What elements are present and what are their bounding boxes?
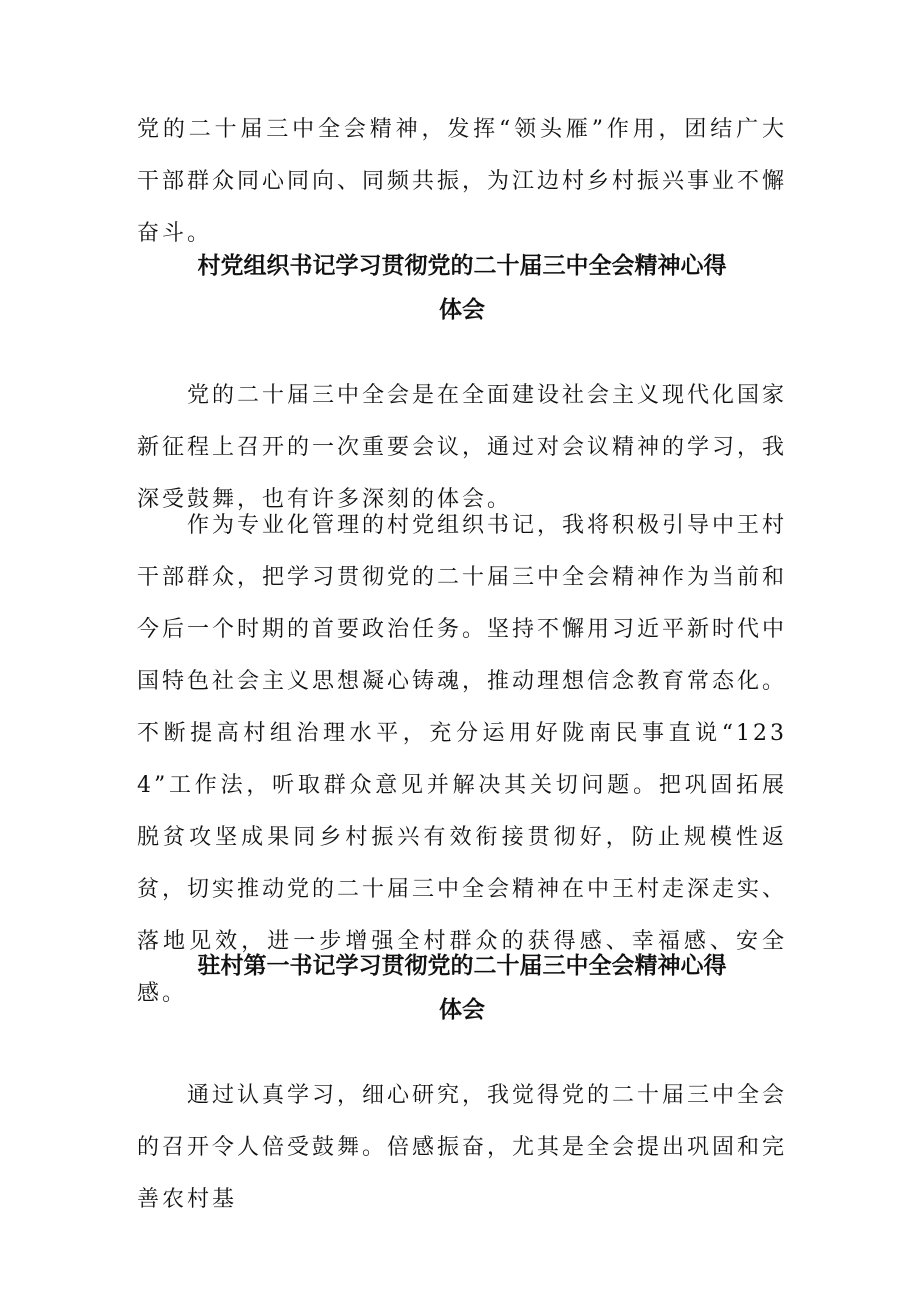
heading-line: 驻村第一书记学习贯彻党的二十届三中全会精神心得	[197, 953, 727, 979]
section-heading-first-secretary	[137, 944, 787, 1032]
body-paragraph: 作为专业化管理的村党组织书记，我将积极引导中王村干部群众，把学习贯彻党的二十届三中全会精神作为当前和今后一个时期的首要政治任务。坚持不懈用习近平新时代中国特色社会主义思想凝心铸魂，推动理想信念教育常态化。不断提高村组治理水平，充分运用好陇南民事直说“1234”工作法，听取群众意见并解决其关切问题。把巩固拓展脱贫攻坚成果同乡村振兴有效衔接贯彻好，防止规模性返贫，切实推动党的二十届三中全会精神在中王村走深走实、落地见效，进一步增强全村群众的获得感、幸福感、安全感。	[137, 513, 788, 1006]
heading-line: 体会	[439, 997, 485, 1023]
section-heading-village-secretary	[137, 244, 787, 332]
heading-line: 体会	[439, 297, 485, 323]
body-paragraph: 通过认真学习，细心研究，我觉得党的二十届三中全会的召开令人倍受鼓舞。倍感振奋，尤其是全会提出巩固和完善农村基	[137, 1083, 788, 1212]
heading-line: 村党组织书记学习贯彻党的二十届三中全会精神心得	[197, 253, 727, 279]
body-paragraph: 党的二十届三中全会是在全面建设社会主义现代化国家新征程上召开的一次重要会议，通过对会议精神的学习，我深受鼓舞，也有许多深刻的体会。	[137, 383, 788, 512]
continued-paragraph: 党的二十届三中全会精神，发挥“领头雁”作用，团结广大干部群众同心同向、同频共振，为江边村乡村振兴事业不懈奋斗。	[137, 117, 788, 246]
